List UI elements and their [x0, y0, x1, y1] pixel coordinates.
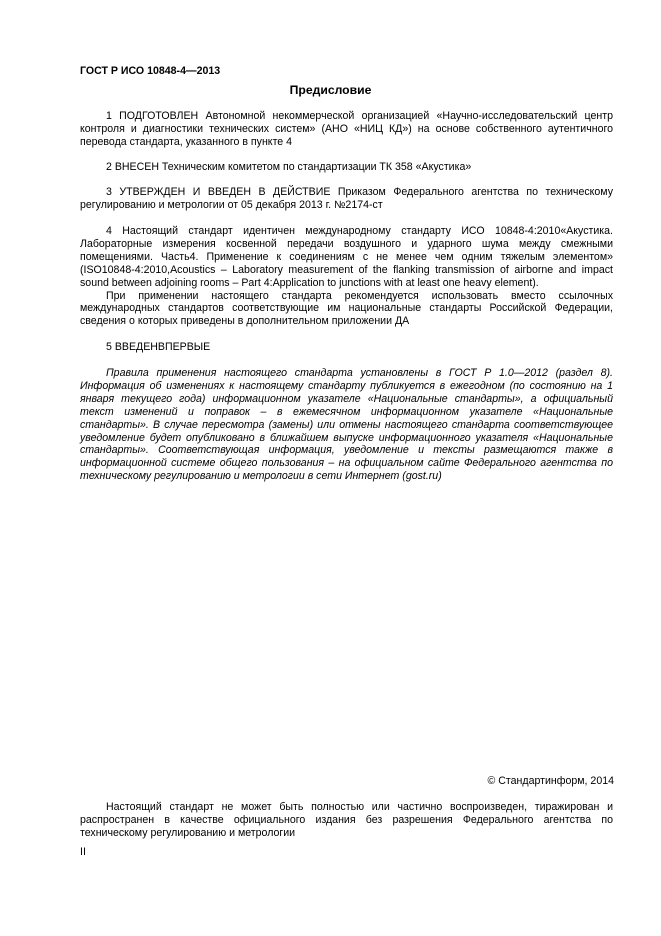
- paragraph-text: 5 ВВЕДЕНВПЕРВЫЕ: [106, 341, 211, 353]
- notice-text: Настоящий стандарт не может быть полностью или частично воспроизведен, тиражирован и распространен в качестве официального издания без разрешения Федерального агентства по техническому регулированию и метрологии: [80, 801, 613, 839]
- paragraph-text: Правила применения настоящего стандарта установлены в ГОСТ Р 1.0—2012 (раздел 8). Информация об изменениях к настоящему стандарту публикуется в ежегодном (по состоянию на 1 января текущего года) информационном указателе «Национальные стандарты», а официальный текст изменений и поправок – в ежемесячном информационном указателе «Национальные стандарты». В случае пересмотра (замены) или отмены настоящего стандарта соответствующее уведомление будет опубликовано в ближайшем выпуске информационного указателя «Национальные стандарты». Соответствующая информация, уведомление и тексты размещаются также в информационной системе общего пользования – на официальном сайте Федерального агентства по техническому регулированию и метрологии в сети Интернет (gost.ru): [80, 367, 613, 483]
- standard-code-header: ГОСТ Р ИСО 10848-4—2013: [80, 65, 221, 77]
- paragraph-5: [80, 341, 613, 354]
- paragraph-1: [80, 110, 613, 149]
- page-title: Предисловие: [289, 83, 372, 97]
- paragraph-text: 1 ПОДГОТОВЛЕН Автономной некоммерческой организацией «Научно-исследовательский центр контроля и диагностики технических систем» (АНО «НИЦ КД») на основе собственного аутентичного перевода стандарта, указанного в пункте 4: [80, 110, 613, 148]
- paragraph-text: 4 Настоящий стандарт идентичен международному стандарту ИСО 10848-4:2010«Акустика. Лабораторные измерения косвенной передачи воздушного и ударного шума между смежными помещениями. Часть4. Применение к соединениям с не менее чем одним тяжелым элементом» (ISO10848-4:2010,Acoustics – Laboratory measurement of the flanking transmission of airborne and impact sound between adjoining rooms – Part 4:Application to junctions with at least one heavy element).: [80, 225, 613, 289]
- reproduction-notice: [80, 801, 613, 840]
- paragraph-4: [80, 225, 613, 328]
- paragraph-text: 3 УТВЕРЖДЕН И ВВЕДЕН В ДЕЙСТВИЕ Приказом Федерального агентства по техническому регулированию и метрологии от 05 декабря 2013 г. №2174-ст: [80, 186, 613, 211]
- page-number: II: [80, 846, 86, 858]
- paragraph-text: При применении настоящего стандарта рекомендуется использовать вместо ссылочных международных стандартов соответствующие им национальные стандарты Российской Федерации, сведения о которых приведены в дополнительном приложении ДА: [80, 289, 613, 328]
- paragraph-text: 2 ВНЕСЕН Техническим комитетом по стандартизации ТК 358 «Акустика»: [106, 161, 472, 173]
- paragraph-2: [80, 161, 613, 174]
- paragraph-6-notice: [80, 367, 613, 483]
- copyright-line: © Стандартинформ, 2014: [487, 775, 614, 787]
- paragraph-3: [80, 186, 613, 212]
